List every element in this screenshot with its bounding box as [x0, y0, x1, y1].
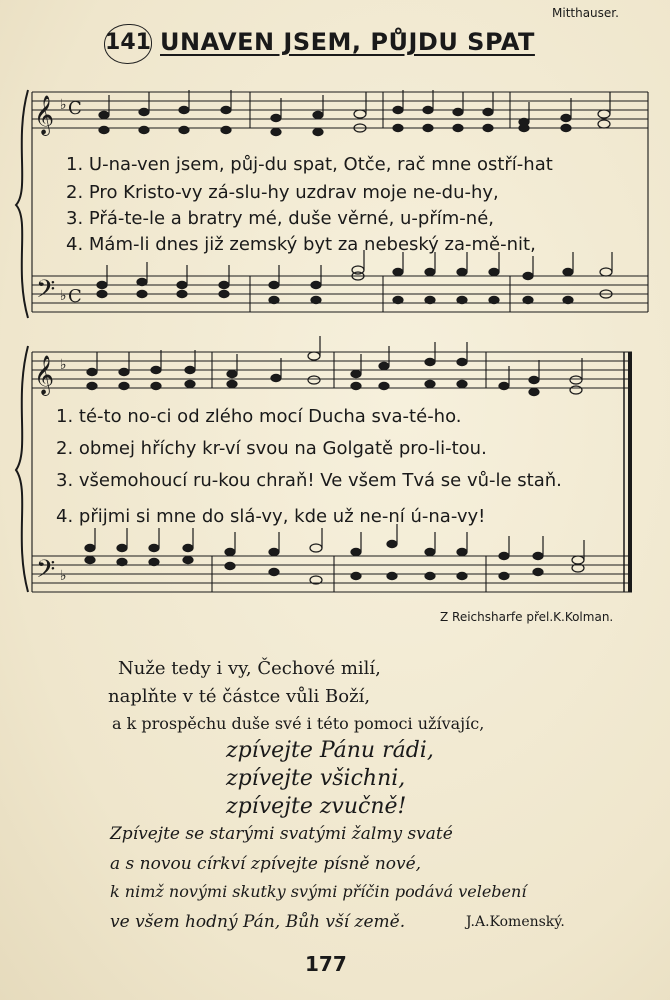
svg-text:♭: ♭ [60, 97, 67, 113]
quote-intro-line: a k prospěchu duše své i této pomoci užívajíc, [112, 714, 485, 733]
svg-text:𝄞: 𝄞 [34, 95, 55, 135]
svg-text:𝄢: 𝄢 [36, 555, 56, 590]
verse-2-line-a: 2. Pro Kristo-vy zá-slu-hy uzdrav moje ne-du-hy, [66, 182, 499, 203]
composer-name: Mitthauser. [552, 6, 619, 20]
quote-intro-line: Nuže tedy i vy, Čechové milí, [118, 658, 381, 679]
verse-1-line-a: 1. U-na-ven jsem, půj-du spat, Otče, rač mne ostří-hat [66, 154, 553, 175]
svg-text:𝄢: 𝄢 [36, 275, 56, 310]
quote-outro-line: a s novou církví zpívejte písně nové, [110, 854, 422, 874]
hymn-number: 141 [104, 24, 152, 64]
source-credit: Z Reichsharfe přel.K.Kolman. [440, 610, 614, 624]
system1-bass-notes [97, 250, 612, 304]
svg-text:𝄞: 𝄞 [34, 355, 55, 395]
verse-4-line-a: 4. Mám-li dnes již zemský byt za nebeský za-mě-nit, [66, 234, 536, 255]
verse-2-line-b: 2. obmej hříchy kr-ví svou na Golgatě pro-li-tou. [56, 438, 487, 459]
page-number: 177 [305, 952, 347, 976]
svg-text:C: C [68, 98, 82, 119]
svg-text:♭: ♭ [60, 288, 67, 304]
quote-emphasis-line: zpívejte zvučně! [226, 794, 407, 819]
system1-staves [16, 90, 648, 318]
quote-intro-line: naplňte v té částce vůli Boží, [108, 686, 371, 707]
svg-text:C: C [68, 286, 82, 307]
hymn-title: UNAVEN JSEM, PŮJDU SPAT [160, 28, 535, 56]
quote-emphasis-line: zpívejte Pánu rádi, [226, 738, 434, 763]
quote-outro-line: ve všem hodný Pán, Bůh vší země. [110, 912, 406, 932]
quote-outro-line: Zpívejte se starými svatými žalmy svaté [110, 824, 453, 844]
verse-4-line-b: 4. přijmi si mne do slá-vy, kde už ne-ní ú-na-vy! [56, 506, 486, 527]
quote-emphasis-line: zpívejte všichni, [226, 766, 406, 791]
svg-text:♭: ♭ [60, 357, 67, 373]
verse-3-line-a: 3. Přá-te-le a bratry mé, duše věrné, u-přím-né, [66, 208, 494, 229]
svg-text:♭: ♭ [60, 568, 67, 584]
quote-author: J.A.Komenský. [466, 914, 565, 930]
verse-1-line-b: 1. té-to no-ci od zlého mocí Ducha sva-té-ho. [56, 406, 462, 427]
quote-outro-line: k nimž novými skutky svými příčin podává velebení [110, 882, 527, 901]
system1-treble-notes [99, 90, 610, 136]
verse-3-line-b: 3. všemohoucí ru-kou chraň! Ve všem Tvá se vů-le staň. [56, 470, 562, 491]
